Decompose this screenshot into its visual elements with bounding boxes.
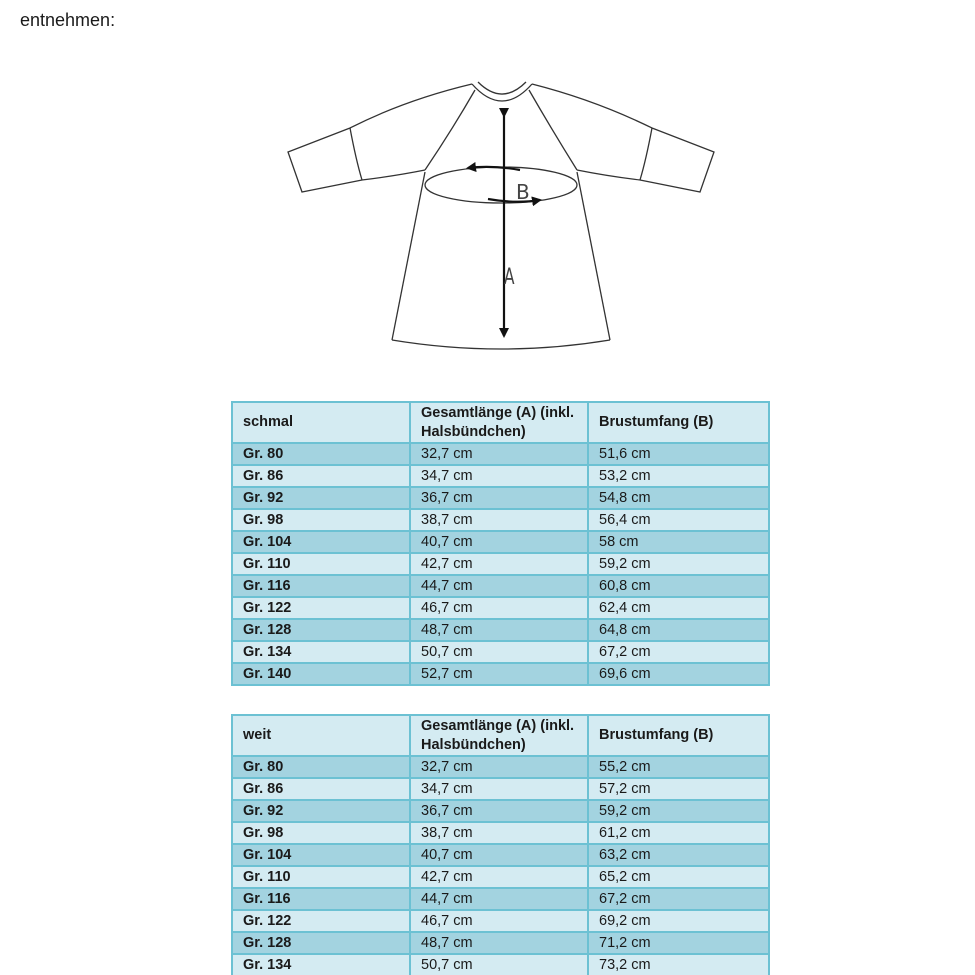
header-cell-bust: Brustumfang (B) [588,402,769,443]
diagram-label-b: B [516,180,530,204]
bust-cell: 60,8 cm [588,575,769,597]
size-cell: Gr. 80 [232,443,410,465]
size-cell: Gr. 110 [232,553,410,575]
bust-cell: 58 cm [588,531,769,553]
length-cell: 46,7 cm [410,910,588,932]
table-header-row [232,715,769,756]
size-cell: Gr. 122 [232,910,410,932]
table-row [232,619,769,641]
garment-measurement-diagram [285,78,720,358]
header-cell-fit: weit [232,715,410,756]
size-cell: Gr. 128 [232,619,410,641]
table-row [232,932,769,954]
table-row [232,553,769,575]
table-header-row [232,402,769,443]
diagram-label-a: A [504,264,515,290]
table-row [232,509,769,531]
length-cell: 32,7 cm [410,443,588,465]
table-row [232,597,769,619]
table-row [232,822,769,844]
size-cell: Gr. 104 [232,844,410,866]
length-cell: 50,7 cm [410,641,588,663]
bust-cell: 59,2 cm [588,553,769,575]
length-cell: 40,7 cm [410,531,588,553]
bust-arrow-lower [488,199,540,202]
table-row [232,910,769,932]
table-row [232,465,769,487]
size-cell: Gr. 116 [232,888,410,910]
size-cell: Gr. 86 [232,778,410,800]
size-cell: Gr. 134 [232,954,410,975]
length-cell: 44,7 cm [410,888,588,910]
length-cell: 36,7 cm [410,487,588,509]
size-cell: Gr. 98 [232,822,410,844]
table-row [232,778,769,800]
length-cell: 46,7 cm [410,597,588,619]
size-table-weit [231,714,770,975]
bust-cell: 53,2 cm [588,465,769,487]
bust-cell: 69,2 cm [588,910,769,932]
bust-cell: 73,2 cm [588,954,769,975]
length-cell: 32,7 cm [410,756,588,778]
size-cell: Gr. 92 [232,800,410,822]
bust-cell: 63,2 cm [588,844,769,866]
table-row [232,663,769,685]
table-row [232,531,769,553]
header-cell-length: Gesamtlänge (A) (inkl. Halsbündchen) [410,402,588,443]
bust-cell: 51,6 cm [588,443,769,465]
length-cell: 40,7 cm [410,844,588,866]
bust-cell: 62,4 cm [588,597,769,619]
table-row [232,888,769,910]
length-cell: 42,7 cm [410,553,588,575]
size-cell: Gr. 110 [232,866,410,888]
bust-cell: 69,6 cm [588,663,769,685]
bust-cell: 56,4 cm [588,509,769,531]
length-cell: 44,7 cm [410,575,588,597]
length-cell: 42,7 cm [410,866,588,888]
bust-cell: 71,2 cm [588,932,769,954]
size-cell: Gr. 128 [232,932,410,954]
intro-text: entnehmen: [20,10,116,30]
table-row [232,866,769,888]
table-row [232,800,769,822]
length-cell: 38,7 cm [410,822,588,844]
size-cell: Gr. 116 [232,575,410,597]
bust-cell: 54,8 cm [588,487,769,509]
size-cell: Gr. 134 [232,641,410,663]
size-table-schmal [231,401,770,686]
size-cell: Gr. 140 [232,663,410,685]
bust-cell: 65,2 cm [588,866,769,888]
length-cell: 34,7 cm [410,778,588,800]
size-cell: Gr. 80 [232,756,410,778]
bust-cell: 67,2 cm [588,641,769,663]
table-row [232,844,769,866]
table-row [232,443,769,465]
table-row [232,487,769,509]
length-cell: 52,7 cm [410,663,588,685]
size-cell: Gr. 98 [232,509,410,531]
bust-cell: 67,2 cm [588,888,769,910]
size-cell: Gr. 86 [232,465,410,487]
bust-cell: 61,2 cm [588,822,769,844]
table-row [232,756,769,778]
bust-cell: 57,2 cm [588,778,769,800]
length-cell: 50,7 cm [410,954,588,975]
length-cell: 34,7 cm [410,465,588,487]
length-cell: 38,7 cm [410,509,588,531]
header-cell-length: Gesamtlänge (A) (inkl. Halsbündchen) [410,715,588,756]
length-cell: 48,7 cm [410,932,588,954]
table-row [232,641,769,663]
size-cell: Gr. 104 [232,531,410,553]
bust-cell: 64,8 cm [588,619,769,641]
header-cell-fit: schmal [232,402,410,443]
length-cell: 48,7 cm [410,619,588,641]
bust-cell: 59,2 cm [588,800,769,822]
size-cell: Gr. 122 [232,597,410,619]
bust-cell: 55,2 cm [588,756,769,778]
length-cell: 36,7 cm [410,800,588,822]
table-row [232,954,769,975]
header-cell-bust: Brustumfang (B) [588,715,769,756]
size-cell: Gr. 92 [232,487,410,509]
table-row [232,575,769,597]
